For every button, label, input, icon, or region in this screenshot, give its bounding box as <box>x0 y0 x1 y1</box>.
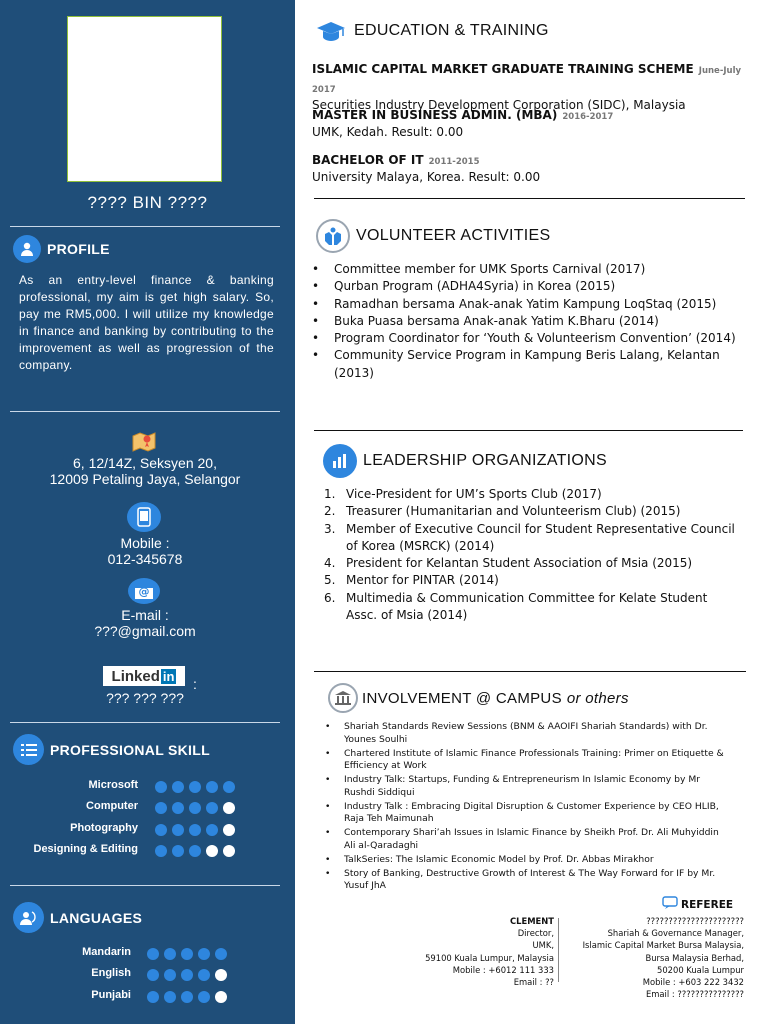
referee-line: ?????????????????????? <box>646 916 744 926</box>
skill-row <box>0 842 295 858</box>
language-label: Mandarin <box>82 946 131 958</box>
email-icon <box>128 578 160 604</box>
rating-dots <box>155 802 235 814</box>
rating-dot-filled <box>206 802 218 814</box>
education-title-line <box>312 149 762 168</box>
divider <box>314 198 745 199</box>
language-label: English <box>91 967 131 980</box>
referee-icon <box>662 896 678 913</box>
rating-dot-empty <box>223 824 235 836</box>
speaker-icon <box>13 902 44 933</box>
list-item: • Story of Banking, Destructive Growth of Interest & The Way Forward for IF by Mr. Yusuf JhA <box>344 868 724 893</box>
rating-dot-empty <box>215 991 227 1003</box>
rating-dot-filled <box>147 991 159 1003</box>
languages-heading: LANGUAGES <box>13 902 142 933</box>
education-date: 2011-2015 <box>428 157 480 167</box>
education-institution: University Malaya, Korea. Result: 0.00 <box>312 170 541 184</box>
skill-label: Photography <box>70 821 138 834</box>
rating-dot-filled <box>223 781 235 793</box>
rating-dot-filled <box>198 991 210 1003</box>
profile-photo <box>67 16 222 182</box>
language-row <box>0 966 295 982</box>
education-title: BACHELOR OF IT <box>312 153 424 167</box>
rating-dot-filled <box>155 845 167 857</box>
language-row <box>0 945 295 961</box>
graduation-cap-icon <box>314 14 348 48</box>
bullet: • <box>312 279 320 294</box>
divider <box>314 430 743 431</box>
divider <box>10 226 280 227</box>
rating-dot-filled <box>181 969 193 981</box>
hands-icon <box>316 219 350 253</box>
rating-dot-filled <box>189 802 201 814</box>
referee-line: UMK, <box>532 940 554 951</box>
skill-row <box>0 799 295 815</box>
list-item: • Program Coordinator for ‘Youth & Volunteerism Convention’ (2014) <box>334 330 744 347</box>
list-number: 5. <box>324 573 336 588</box>
bullet: • <box>312 331 320 346</box>
skill-label: Computer <box>86 800 138 813</box>
mobile-icon <box>127 502 161 532</box>
skill-row <box>0 821 295 837</box>
rating-dot-filled <box>147 948 159 960</box>
bullet: • <box>312 296 320 311</box>
rating-dot-filled <box>181 948 193 960</box>
main-content <box>296 0 768 1024</box>
rating-dot-empty <box>223 802 235 814</box>
rating-dot-filled <box>189 845 201 857</box>
list-item: 5. Mentor for PINTAR (2014) <box>346 572 741 589</box>
list-number: 4. <box>324 556 336 571</box>
education-title-line <box>312 58 762 96</box>
rating-dot-filled <box>189 824 201 836</box>
rating-dot-filled <box>172 845 184 857</box>
person-icon <box>13 235 41 263</box>
referee-line: Shariah & Governance Manager, <box>607 928 744 939</box>
education-entry <box>312 149 762 184</box>
list-item: • Qurban Program (ADHA4Syria) in Korea (2015) <box>334 278 744 295</box>
list-item: 4. President for Kelantan Student Association of Msia (2015) <box>346 555 741 572</box>
list-number: 3. <box>324 521 336 536</box>
rating-dot-filled <box>172 824 184 836</box>
education-title: MASTER IN BUSINESS ADMIN. (MBA) <box>312 108 558 122</box>
rating-dot-filled <box>147 969 159 981</box>
rating-dots <box>155 824 235 836</box>
referee-line: Mobile : +603 222 3432 <box>642 977 744 988</box>
volunteer-heading: VOLUNTEER ACTIVITIES <box>316 219 550 253</box>
address-line: 12009 Petaling Jaya, Selangor <box>49 471 241 487</box>
rating-dot-filled <box>164 991 176 1003</box>
chart-icon <box>323 444 357 478</box>
rating-dots <box>155 781 235 793</box>
list-item: • Chartered Institute of Islamic Finance Professionals Training: Primer on Etiquette & Efficiency at Work <box>344 748 724 773</box>
referee-line: Director, <box>517 928 554 939</box>
list-item: • Shariah Standards Review Sessions (BNM & AAOIFI Shariah Standards) with Dr. Younes Soulhi <box>344 721 724 746</box>
language-row <box>0 988 295 1004</box>
skill-label: Designing & Editing <box>33 842 138 855</box>
rating-dot-filled <box>172 781 184 793</box>
rating-dot-filled <box>181 991 193 1003</box>
rating-dot-empty <box>223 845 235 857</box>
rating-dot-filled <box>155 802 167 814</box>
education-entry <box>312 104 762 139</box>
list-item: 3. Member of Executive Council for Student Representative Council of Korea (MSRCK) (2014) <box>324 521 735 553</box>
divider <box>10 885 280 886</box>
referee-right <box>546 915 744 1000</box>
rating-dot-filled <box>172 802 184 814</box>
profile-summary: As an entry-level finance & banking professional, my aim is get high salary. So, pay me RM5,000. I will utilize my knowledge in finance and banking by contributing to the improvement as well as progression of the company. <box>19 273 274 372</box>
email-value: ???@gmail.com <box>94 623 196 639</box>
list-item: • Committee member for UMK Sports Carnival (2017) <box>334 261 744 278</box>
list-icon <box>13 734 44 765</box>
rating-dots <box>155 845 235 857</box>
list-item: 2. Treasurer (Humanitarian and Volunteerism Club) (2015) <box>346 503 741 520</box>
linkedin-colon: : <box>193 676 197 692</box>
linkedin-value: ??? ??? ??? <box>106 690 184 706</box>
referee-line: Islamic Capital Market Bursa Malaysia, <box>582 940 744 951</box>
rating-dots <box>147 991 227 1003</box>
list-item: 1. Vice-President for UM’s Sports Club (2017) <box>346 486 741 503</box>
bullet: • <box>312 348 320 363</box>
list-number: 6. <box>324 590 336 605</box>
referee-line: CLEMENT <box>510 916 554 926</box>
education-institution: Securities Industry Development Corporation (SIDC), Malaysia <box>312 98 686 112</box>
referee-line: 59100 Kuala Lumpur, Malaysia <box>425 952 554 963</box>
list-item: • Industry Talk : Embracing Digital Disruption & Customer Experience by CEO HLIB, Raja Teh Maimunah <box>344 801 724 826</box>
bullet: • <box>312 262 320 276</box>
leadership-heading: LEADERSHIP ORGANIZATIONS <box>323 444 607 478</box>
linkedin-logo: Linked in <box>103 666 185 686</box>
list-item: • Contemporary Shari’ah Issues in Islamic Finance by Sheikh Prof. Dr. Ali Muhyiddin Ali al-Qaradaghi <box>344 827 724 852</box>
language-label: Punjabi <box>91 988 131 1001</box>
involvement-list <box>344 721 724 894</box>
education-date: June-July 2017 <box>312 66 742 95</box>
email-label: E-mail : <box>121 607 169 623</box>
skill-label: Microsoft <box>88 779 138 791</box>
candidate-name: ???? BIN ???? <box>87 193 208 212</box>
education-title-line <box>312 104 762 123</box>
involvement-heading: INVOLVEMENT @ CAMPUS or others <box>328 683 629 713</box>
education-heading: EDUCATION & TRAINING <box>314 14 549 48</box>
address-line: 6, 12/14Z, Seksyen 20, <box>73 455 217 471</box>
rating-dot-empty <box>206 845 218 857</box>
building-icon <box>328 683 358 713</box>
divider <box>314 671 746 672</box>
svg-text:@: @ <box>138 585 150 598</box>
skill-row <box>0 778 295 794</box>
referee-line: Email : ??????????????? <box>645 989 744 1000</box>
rating-dot-filled <box>155 824 167 836</box>
list-number: 2. <box>324 504 336 519</box>
list-item: • Community Service Program in Kampung Beris Lalang, Kelantan (2013) <box>312 348 720 380</box>
education-date: 2016-2017 <box>562 112 614 122</box>
map-icon <box>127 426 161 456</box>
skills-heading: PROFESSIONAL SKILL <box>13 734 210 765</box>
referee-line: Bursa Malaysia Berhad, <box>645 952 744 963</box>
rating-dots <box>147 948 227 960</box>
rating-dot-filled <box>206 824 218 836</box>
rating-dot-filled <box>155 781 167 793</box>
rating-dot-filled <box>189 781 201 793</box>
rating-dot-filled <box>164 948 176 960</box>
referee-line: 50200 Kuala Lumpur <box>657 964 744 975</box>
volunteer-list <box>312 261 744 382</box>
education-title: ISLAMIC CAPITAL MARKET GRADUATE TRAINING SCHEME <box>312 62 694 76</box>
rating-dot-filled <box>198 948 210 960</box>
list-item: • Buka Puasa bersama Anak-anak Yatim K.Bharu (2014) <box>334 313 744 330</box>
rating-dot-empty <box>215 969 227 981</box>
referee-left <box>396 915 554 988</box>
sidebar <box>0 0 295 1024</box>
list-item: • Industry Talk: Startups, Funding & Entrepreneurism In Islamic Economy by Mr Rushdi Siddiqui <box>344 774 724 799</box>
rating-dot-filled <box>215 948 227 960</box>
bullet: • <box>312 313 320 328</box>
profile-heading: PROFILE <box>13 235 110 263</box>
divider <box>10 722 280 723</box>
list-item: • Ramadhan bersama Anak-anak Yatim Kampung LoqStaq (2015) <box>334 296 744 313</box>
rating-dot-filled <box>206 781 218 793</box>
list-number: 1. <box>324 487 336 501</box>
referee-line: Email : ?? <box>513 977 554 988</box>
list-item: • TalkSeries: The Islamic Economic Model by Prof. Dr. Abbas Mirakhor <box>344 854 724 867</box>
referee-line: Mobile : +6012 111 333 <box>452 964 554 975</box>
referee-heading: REFEREE <box>662 896 733 913</box>
list-item: 6. Multimedia & Communication Committee for Kelate Student Assc. of Msia (2014) <box>324 590 708 623</box>
mobile-label: Mobile : <box>120 535 170 551</box>
mobile-value: 012-345678 <box>107 551 183 567</box>
rating-dot-filled <box>198 969 210 981</box>
leadership-list <box>324 486 741 624</box>
rating-dots <box>147 969 227 981</box>
divider <box>10 411 280 412</box>
rating-dot-filled <box>164 969 176 981</box>
education-institution: UMK, Kedah. Result: 0.00 <box>312 125 464 139</box>
